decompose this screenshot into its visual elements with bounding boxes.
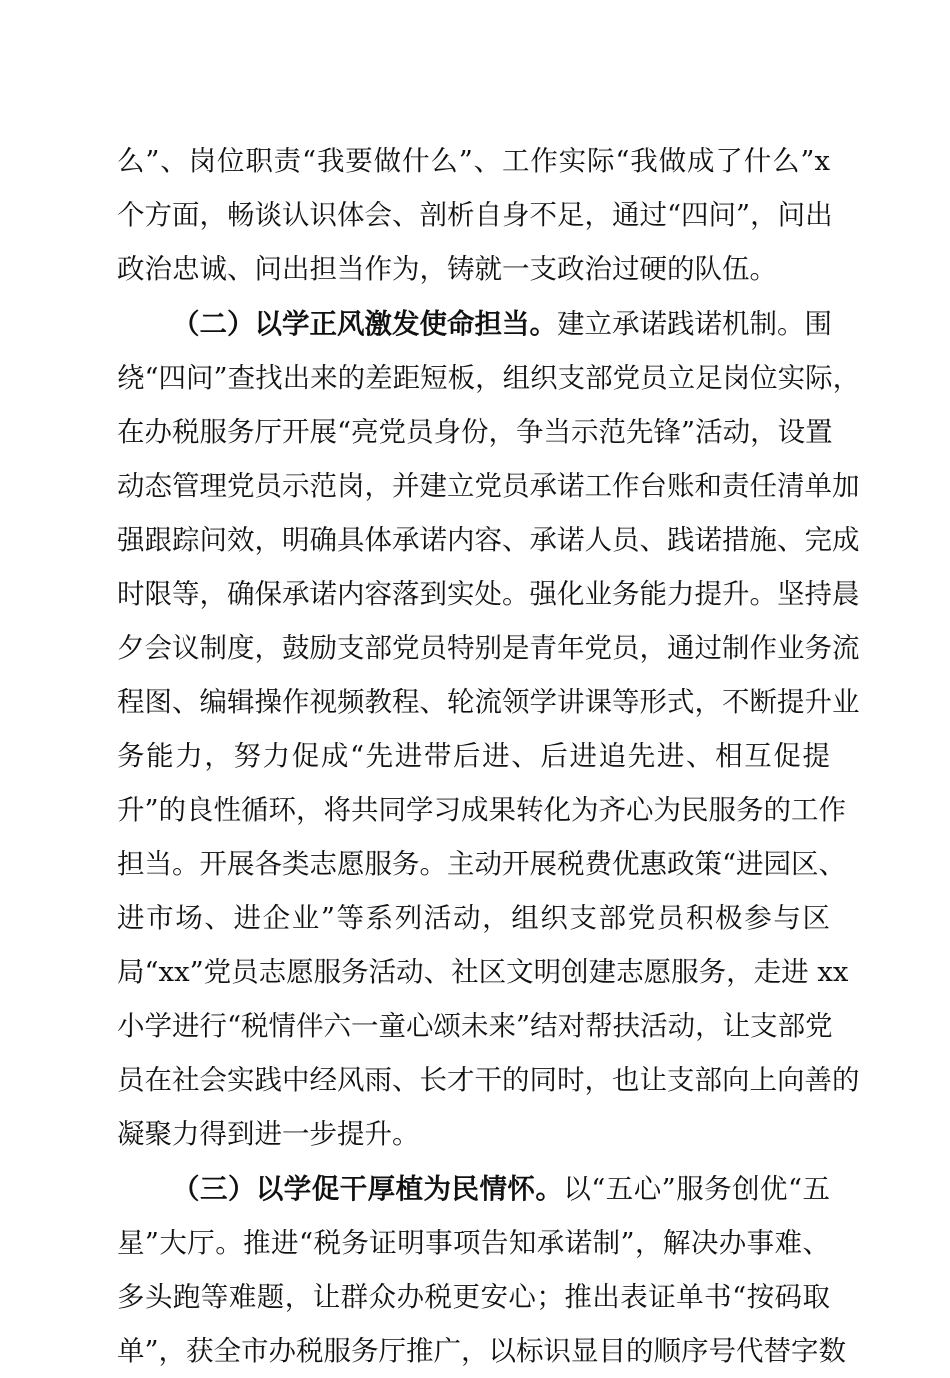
para2-line-6: 时限等，确保承诺内容落到实处。强化业务能力提升。坚持晨 [117, 578, 860, 610]
para1-line-2: 个方面，畅谈认识体会、剖析自身不足，通过“四问”，问出 [117, 199, 833, 231]
para3-heading: （三）以学促干厚植为民情怀。 [172, 1173, 564, 1205]
para2-line-11: 担当。开展各类志愿服务。主动开展税费优惠政策“进园区、 [117, 848, 847, 880]
para1-line-3: 政治忠诚、问出担当作为，铸就一支政治过硬的队伍。 [117, 253, 777, 285]
para3-first-line [172, 1162, 830, 1216]
para3-line-4-clipped [117, 1324, 847, 1367]
para2-line-13: 局“xx”党员志愿服务活动、社区文明创建志愿服务，走进 xx [117, 956, 849, 988]
para2-line-10: 升”的良性循环，将共同学习成果转化为齐心为民服务的工作 [117, 794, 847, 826]
para2-line-9: 务能力，努力促成“先进带后进、后进追先进、相互促提 [117, 740, 830, 772]
para2-first-line [172, 297, 830, 351]
para2-line-16: 凝聚力得到进一步提升。 [117, 1118, 420, 1150]
para2-line-4: 动态管理党员示范岗，并建立党员承诺工作台账和责任清单加 [117, 470, 860, 502]
para2-line-7: 夕会议制度，鼓励支部党员特别是青年党员，通过制作业务流 [117, 632, 860, 664]
para2-line-2: 绕“四问”查找出来的差距短板，组织支部党员立足岗位实际， [117, 362, 861, 394]
para2-line-5: 强跟踪问效，明确具体承诺内容、承诺人员、践诺措施、完成 [117, 524, 860, 556]
para2-first-line-rest: 建立承诺践诺机制。围 [557, 308, 832, 340]
para2-heading: （二）以学正风激发使命担当。 [172, 308, 557, 340]
para3-line-3: 多头跑等难题，让群众办税更安心；推出表证单书“按码取 [117, 1281, 830, 1313]
para2-line-8: 程图、编辑操作视频教程、轮流领学讲课等形式，不断提升业 [117, 686, 860, 718]
para3-first-line-rest: 以“五心”服务创优“五 [563, 1173, 830, 1205]
para1-line-1: 么”、岗位职责“我要做什么”、工作实际“我做成了什么”x [117, 145, 830, 177]
para2-line-15: 员在社会实践中经风雨、长才干的同时，也让支部向上向善的 [117, 1064, 860, 1096]
para3-line-4: 单”，获全市办税服务厅推广，以标识显目的顺序号代替字数 [117, 1335, 847, 1367]
para2-line-14: 小学进行“税情伴六一童心颂未来”结对帮扶活动，让支部党 [117, 1010, 833, 1042]
para2-line-12: 进市场、进企业”等系列活动，组织支部党员积极参与区 [117, 902, 830, 934]
para2-line-3: 在办税服务厅开展“亮党员身份，争当示范先锋”活动，设置 [117, 416, 833, 448]
para3-line-2: 星”大厅。推进“税务证明事项告知承诺制”，解决办事难、 [117, 1227, 830, 1259]
